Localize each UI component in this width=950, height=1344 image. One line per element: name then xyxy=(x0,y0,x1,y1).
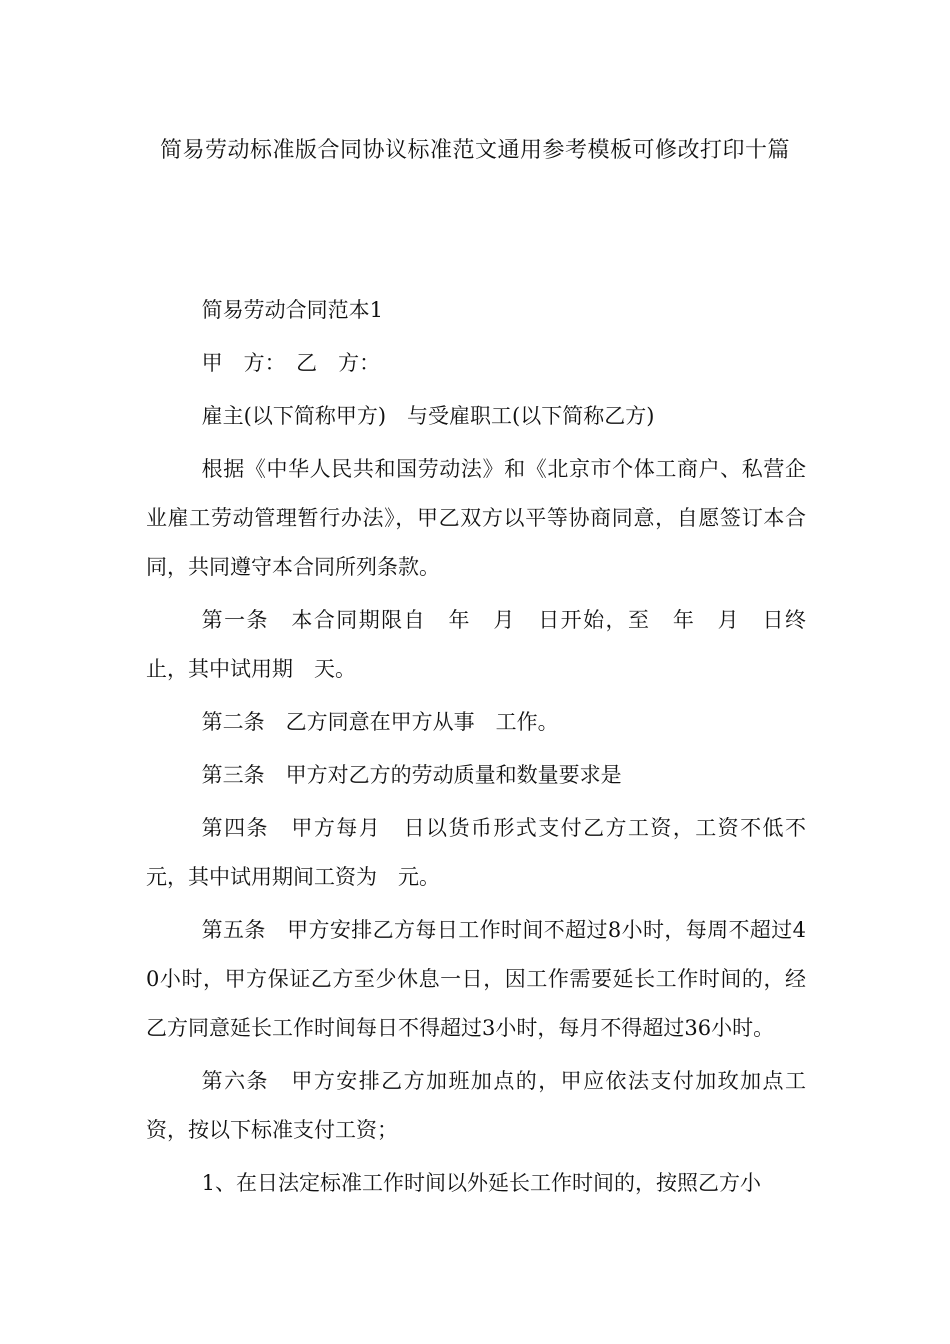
paragraph-article-5: 第五条 甲方安排乙方每日工作时间不超过8小时，每周不超过40小时，甲方保证乙方至少休息一日，因工作需要延长工作时间的，经乙方同意延长工作时间每日不得超过3小时，每月不得超过36小时。 xyxy=(146,918,806,1040)
paragraph-article-3: 第三条 甲方对乙方的劳动质量和数量要求是 xyxy=(201,763,622,787)
paragraph-parties: 甲 方： 乙 方： xyxy=(201,351,381,375)
document-body xyxy=(146,286,806,1212)
paragraph-item-1: 1、在日法定标准工作时间以外延长工作时间的，按照乙方小 xyxy=(201,1171,761,1195)
paragraph-article-1: 第一条 本合同期限自 年 月 日开始，至 年 月 日终止，其中试用期 天。 xyxy=(146,608,806,681)
paragraph-contract-heading: 简易劳动合同范本1 xyxy=(201,298,384,322)
paragraph-preamble: 根据《中华人民共和国劳动法》和《北京市个体工商户、私营企业雇工劳动管理暂行办法》，甲乙双方以平等协商同意，自愿签订本合同，共同遵守本合同所列条款。 xyxy=(146,457,806,579)
paragraph-article-4: 第四条 甲方每月 日以货币形式支付乙方工资，工资不低不元，其中试用期间工资为 元。 xyxy=(146,816,806,889)
paragraph-article-2: 第二条 乙方同意在甲方从事 工作。 xyxy=(201,710,559,734)
paragraph-article-6: 第六条 甲方安排乙方加班加点的，甲应依法支付加玫加点工资，按以下标准支付工资； xyxy=(146,1069,806,1142)
document-title: 简易劳动标准版合同协议标准范文通用参考模板可修改打印十篇 xyxy=(159,138,790,163)
paragraph-employer-employee: 雇主(以下简称甲方) 与受雇职工(以下简称乙方) xyxy=(201,404,655,428)
